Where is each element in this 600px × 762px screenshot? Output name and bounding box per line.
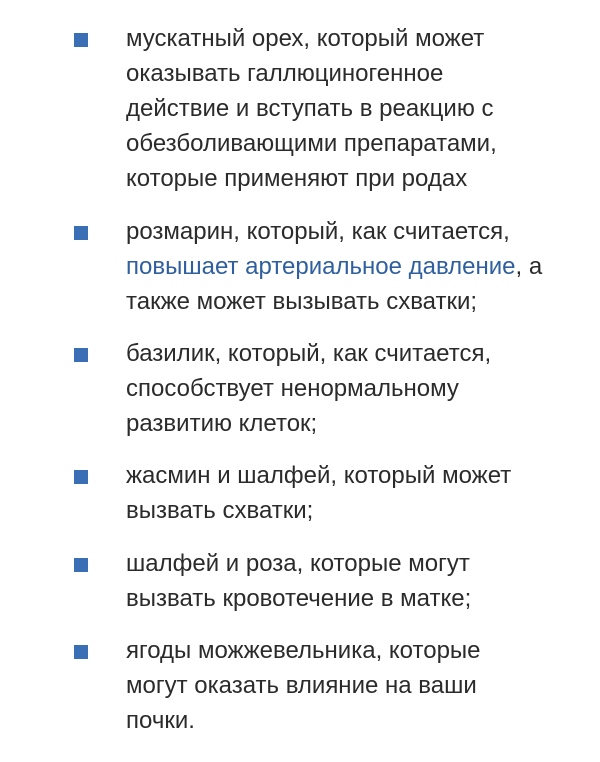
text-line: вызвать схватки; (126, 497, 314, 524)
text-line: могут оказать влияние на ваши (126, 672, 477, 699)
text-line: которые применяют при родах (126, 165, 468, 192)
text-line: почки. (126, 707, 195, 734)
list-item-text (126, 546, 566, 616)
list-item-text (126, 633, 566, 738)
text-line: жасмин и шалфей, который может (126, 462, 512, 489)
text-line: вызвать кровотечение в матке; (126, 585, 472, 612)
text-line: обезболивающими препаратами, (126, 130, 497, 157)
square-bullet-icon (74, 348, 88, 362)
text-line: ягоды можжевельника, которые (126, 637, 481, 664)
square-bullet-icon (74, 226, 88, 240)
text-line: действие и вступать в реакцию с (126, 95, 494, 122)
text-line: способствует ненормальному (126, 375, 459, 402)
blood-pressure-link[interactable]: повышает артериальное давление (126, 253, 516, 280)
text-line: оказывать галлюциногенное (126, 60, 444, 87)
text-line: шалфей и роза, которые могут (126, 550, 470, 577)
text-line: мускатный орех, который может (126, 25, 485, 52)
text-line: базилик, который, как считается, (126, 340, 492, 367)
text-line: также может вызывать схватки; (126, 288, 478, 315)
square-bullet-icon (74, 645, 88, 659)
text-line: розмарин, который, как считается, (126, 218, 510, 245)
square-bullet-icon (74, 470, 88, 484)
list-item-text (126, 458, 566, 528)
square-bullet-icon (74, 33, 88, 47)
list-item-text (126, 21, 566, 196)
list-item-text (126, 336, 566, 441)
square-bullet-icon (74, 558, 88, 572)
text-line: , а (515, 253, 543, 280)
list-item-text (126, 214, 566, 319)
text-line: развитию клеток; (126, 410, 318, 437)
